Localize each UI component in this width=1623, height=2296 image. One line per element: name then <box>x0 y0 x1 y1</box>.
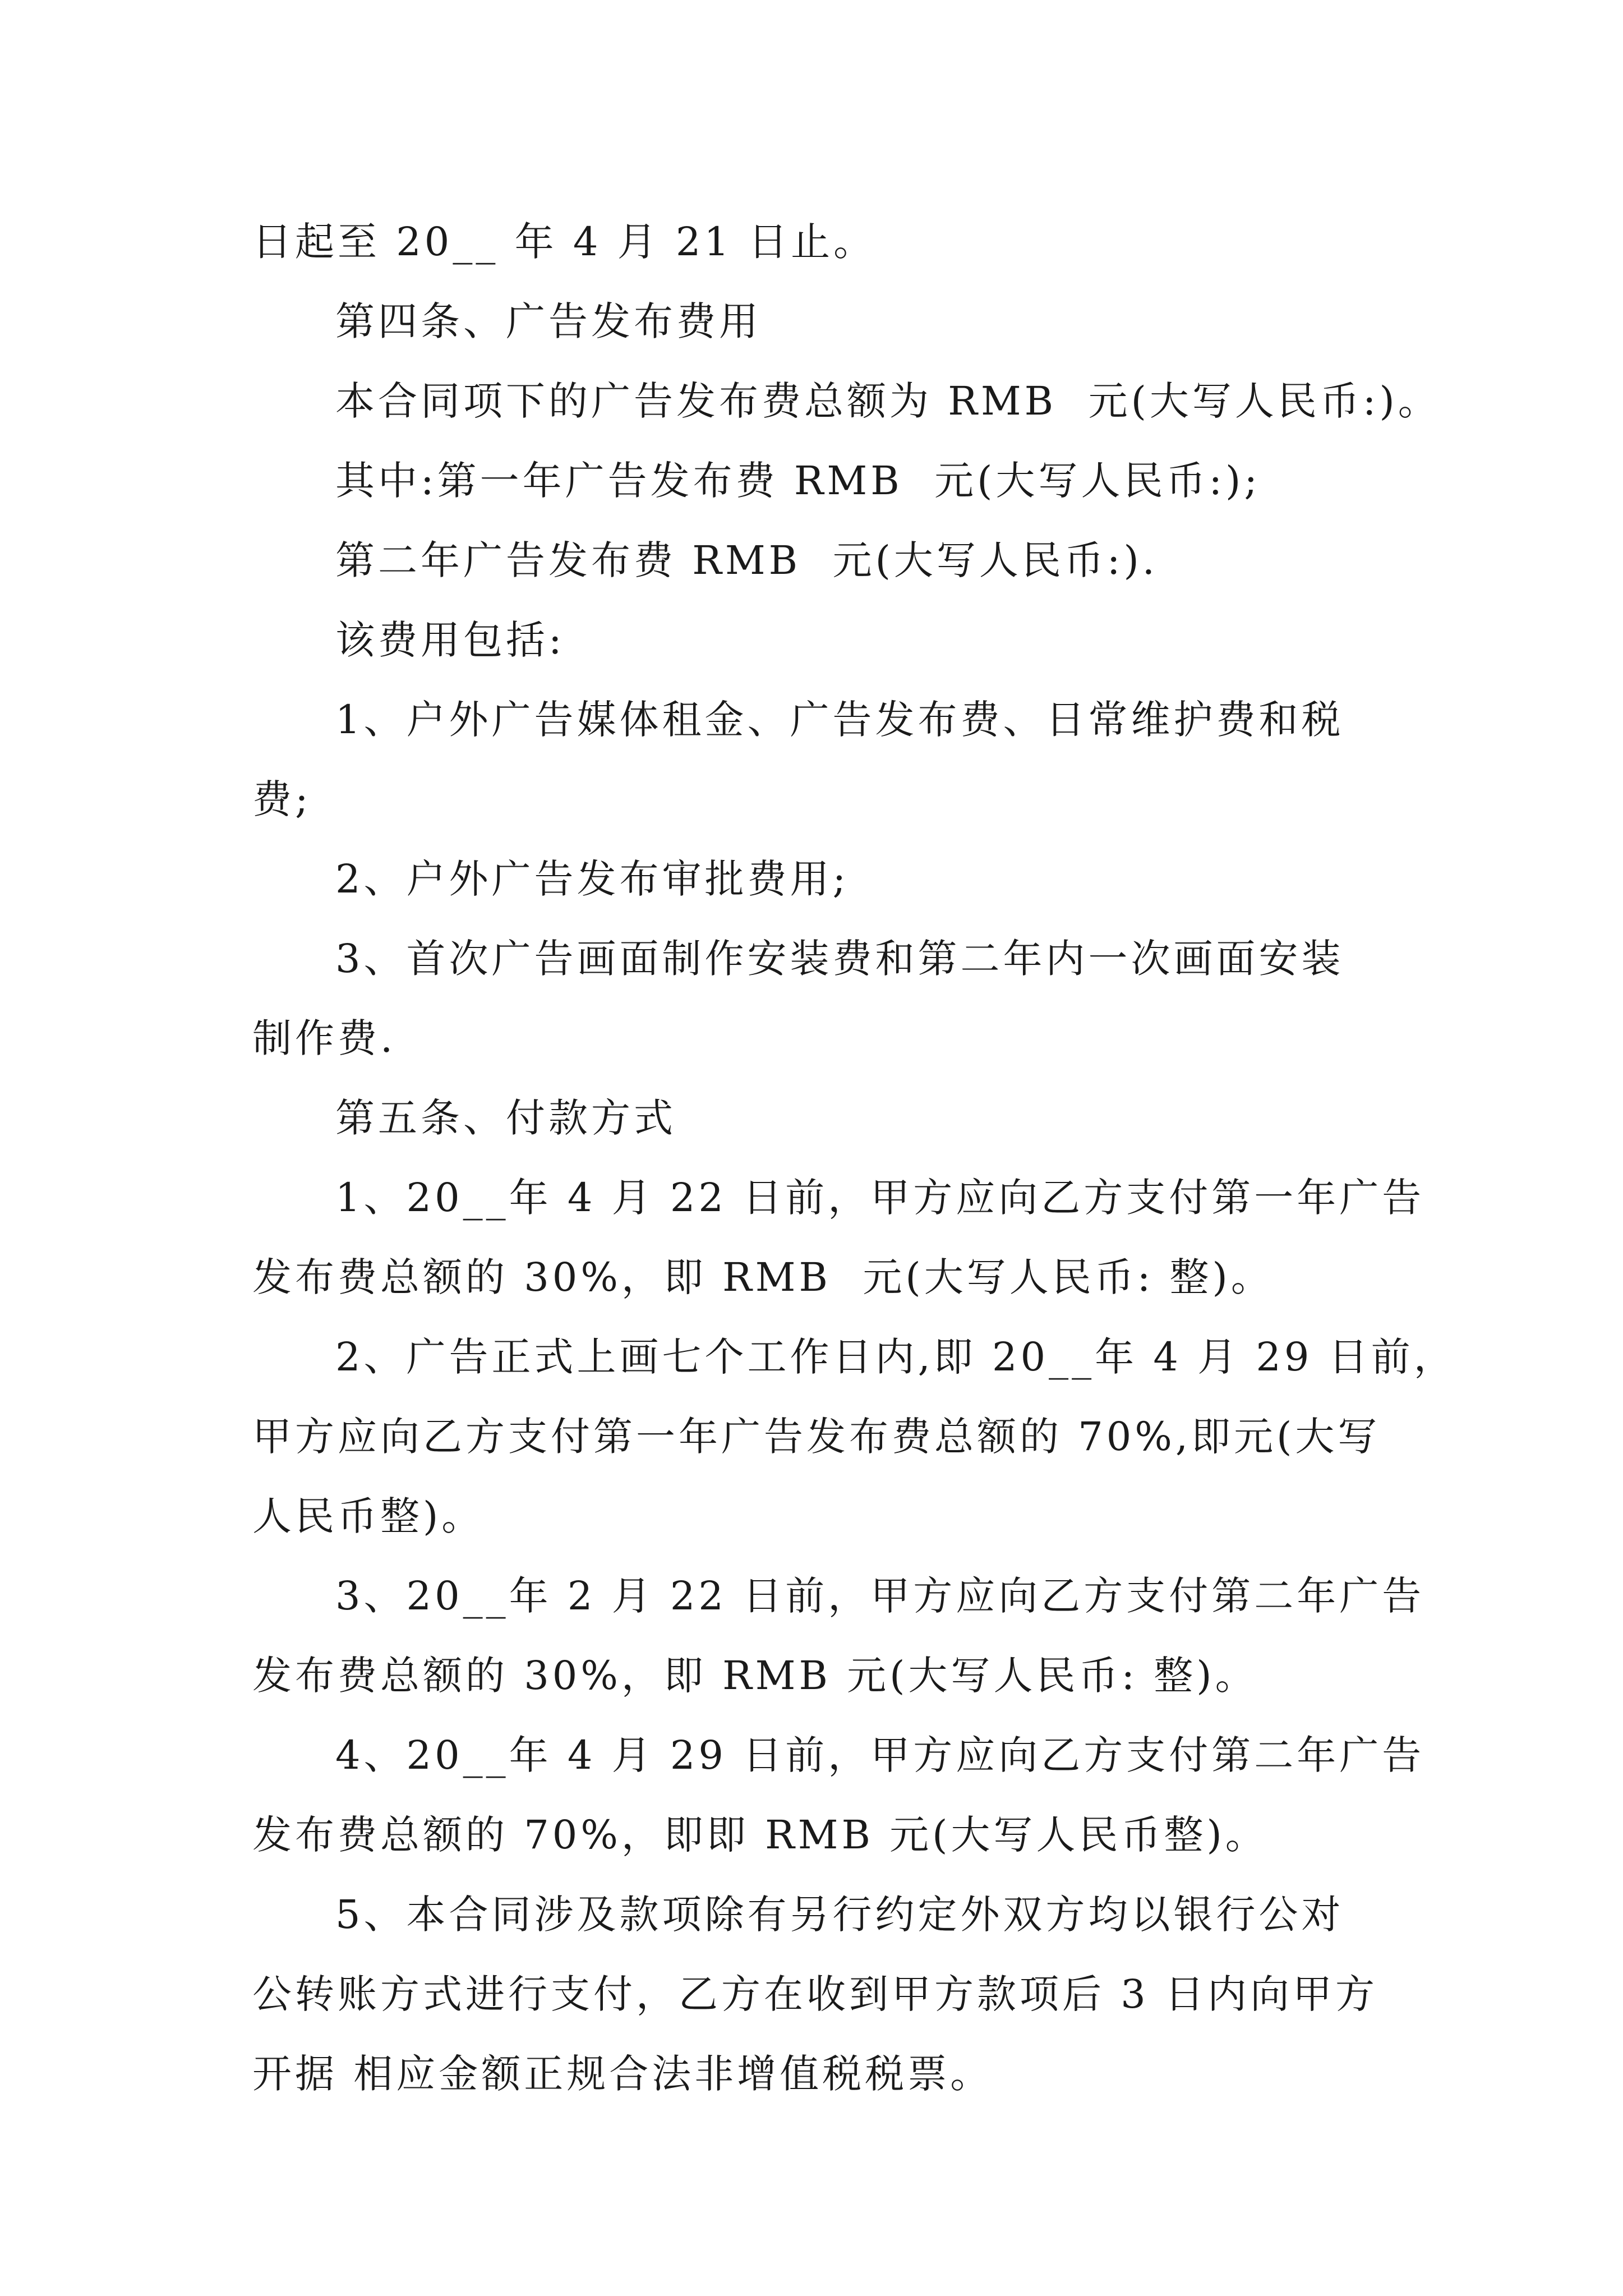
text-line: 人民币整)。 <box>252 1493 485 1539</box>
text-line: 开据 相应金额正规合法非增值税税票。 <box>252 2051 993 2097</box>
list-item: 5、本合同涉及款项除有另行约定外双方均以银行公对 <box>335 1892 1344 1938</box>
text-line: 制作费. <box>252 1015 396 1061</box>
text-line: 该费用包括: <box>335 617 565 663</box>
text-line: 其中:第一年广告发布费 RMB 元(大写人民币:); <box>335 458 1261 504</box>
text-line: 发布费总额的 30%，即 RMB 元(大写人民币: 整)。 <box>252 1653 1258 1699</box>
text-line: 第二年广告发布费 RMB 元(大写人民币:). <box>335 537 1159 583</box>
list-item: 2、广告正式上画七个工作日内,即 20__年 4 月 29 日前， <box>335 1334 1456 1380</box>
section-heading-article-4: 第四条、广告发布费用 <box>335 298 762 344</box>
list-item: 1、20__年 4 月 22 日前，甲方应向乙方支付第一年广告 <box>335 1175 1425 1221</box>
text-line: 发布费总额的 70%，即即 RMB 元(大写人民币整)。 <box>252 1812 1268 1858</box>
text-line: 费; <box>252 776 312 822</box>
text-line: 发布费总额的 30%，即 RMB 元(大写人民币: 整)。 <box>252 1254 1274 1300</box>
section-heading-article-5: 第五条、付款方式 <box>335 1095 676 1141</box>
list-item: 1、户外广告媒体租金、广告发布费、日常维护费和税 <box>335 697 1344 743</box>
list-item: 4、20__年 4 月 29 日前，甲方应向乙方支付第二年广告 <box>335 1732 1425 1778</box>
text-line: 本合同项下的广告发布费总额为 RMB 元(大写人民币:)。 <box>335 378 1441 424</box>
list-item: 3、20__年 2 月 22 日前，甲方应向乙方支付第二年广告 <box>335 1573 1425 1619</box>
list-item: 3、首次广告画面制作安装费和第二年内一次画面安装 <box>335 936 1344 982</box>
text-line: 日起至 20__ 年 4 月 21 日止。 <box>252 219 877 265</box>
contract-text <box>252 202 1456 2114</box>
list-item: 2、户外广告发布审批费用; <box>335 856 850 902</box>
text-line: 甲方应向乙方支付第一年广告发布费总额的 70%,即元(大写 <box>252 1414 1381 1460</box>
text-line: 公转账方式进行支付，乙方在收到甲方款项后 3 日内向甲方 <box>252 1971 1378 2017</box>
